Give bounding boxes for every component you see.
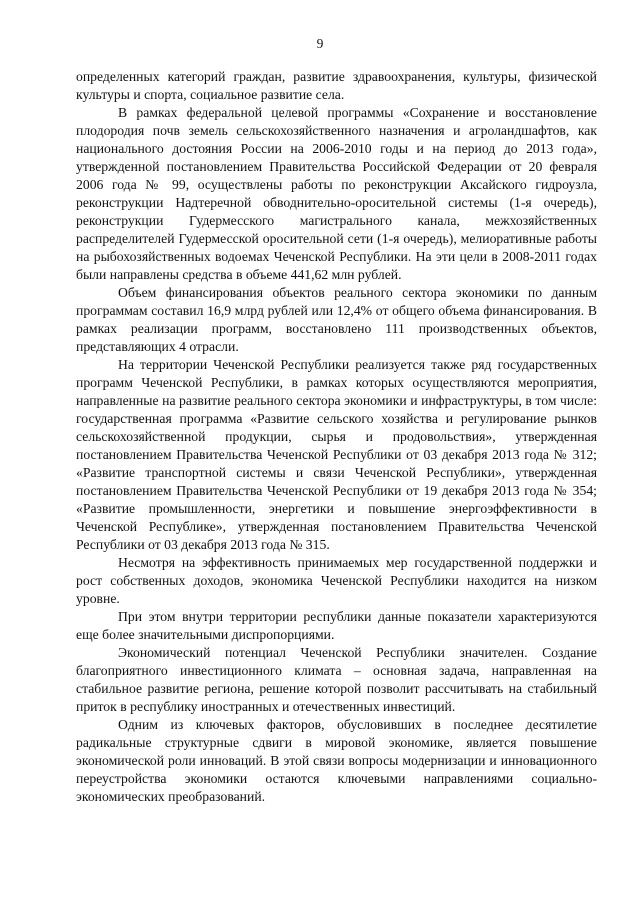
- page-number: 9: [316, 36, 324, 51]
- document-body: [76, 68, 597, 806]
- paragraph-innovations: Одним из ключевых факторов, обусловивших в последнее десятилетие радикальные структурные сдвиги в мировой экономике, является повышение экономической роли инноваций. В этой связи вопросы модернизации и инновационного переустройства экономики остаются ключевыми направлениями социально-экономических преобразований.: [76, 717, 597, 804]
- paragraph-economy-level: Несмотря на эффективность принимаемых мер государственной поддержки и рост собственных доходов, экономика Чеченской Республики находится на низком уровне.: [76, 555, 597, 606]
- paragraph-state-programs: На территории Чеченской Республики реализуется также ряд государственных программ Чеченской Республики, в рамках которых осуществляются мероприятия, направленные на развитие реального сектора экономики и инфраструктуры, в том числе: государственная программа «Развитие сельского хозяйства и регулирование рынков сельскохозяйственной продукции, сырья и продовольствия», утвержденная постановлением Правительства Чеченской Республики от 03 декабря 2013 года № 312; «Развитие транспортной системы и связи Чеченской Республики», утвержденная постановлением Правительства Чеченской Республики от 19 декабря 2013 года № 354; «Развитие промышленности, энергетики и повышение энергоэффективности в Чеченской Республике», утвержденная постановлением Правительства Чеченской Республики от 03 декабря 2013 года № 315.: [76, 357, 597, 552]
- paragraph-financing-volume: Объем финансирования объектов реального сектора экономики по данным программам составил 16,9 млрд рублей или 12,4% от общего объема финансирования. В рамках реализации программ, восстановлено 111 производственных объектов, представляющих 4 отрасли.: [76, 285, 597, 354]
- paragraph-disproportions: При этом внутри территории республики данные показатели характеризуются еще более значительными диспропорциями.: [76, 609, 597, 642]
- paragraph-investment-climate: Экономический потенциал Чеченской Республики значителен. Создание благоприятного инвестиционного климата – основная задача, направленная на стабильное развитие региона, решение которой позволит рассчитывать на стабильный приток в республику иностранных и отечественных инвестиций.: [76, 645, 597, 714]
- paragraph-continuation: определенных категорий граждан, развитие здравоохранения, культуры, физической культуры и спорта, социальное развитие села.: [76, 69, 597, 102]
- paragraph-federal-program: В рамках федеральной целевой программы «Сохранение и восстановление плодородия почв земель сельскохозяйственного назначения и агроландшафтов, как национального достояния России на 2006-2010 годы и на период до 2013 года», утвержденной постановлением Правительства Российской Федерации от 20 февраля 2006 года № 99, осуществлены работы по реконструкции Аксайского гидроузла, реконструкции Надтеречной обводнительно-оросительной системы (1-я очередь), реконструкции Гудермесского магистрального канала, межхозяйственных распределителей Гудермесской оросительной сети (1-я очередь), мелиоративные работы на рыбохозяйственных водоемах Чеченской Республики. На эти цели в 2008-2011 годах были направлены средства в объеме 441,62 млн рублей.: [76, 105, 597, 282]
